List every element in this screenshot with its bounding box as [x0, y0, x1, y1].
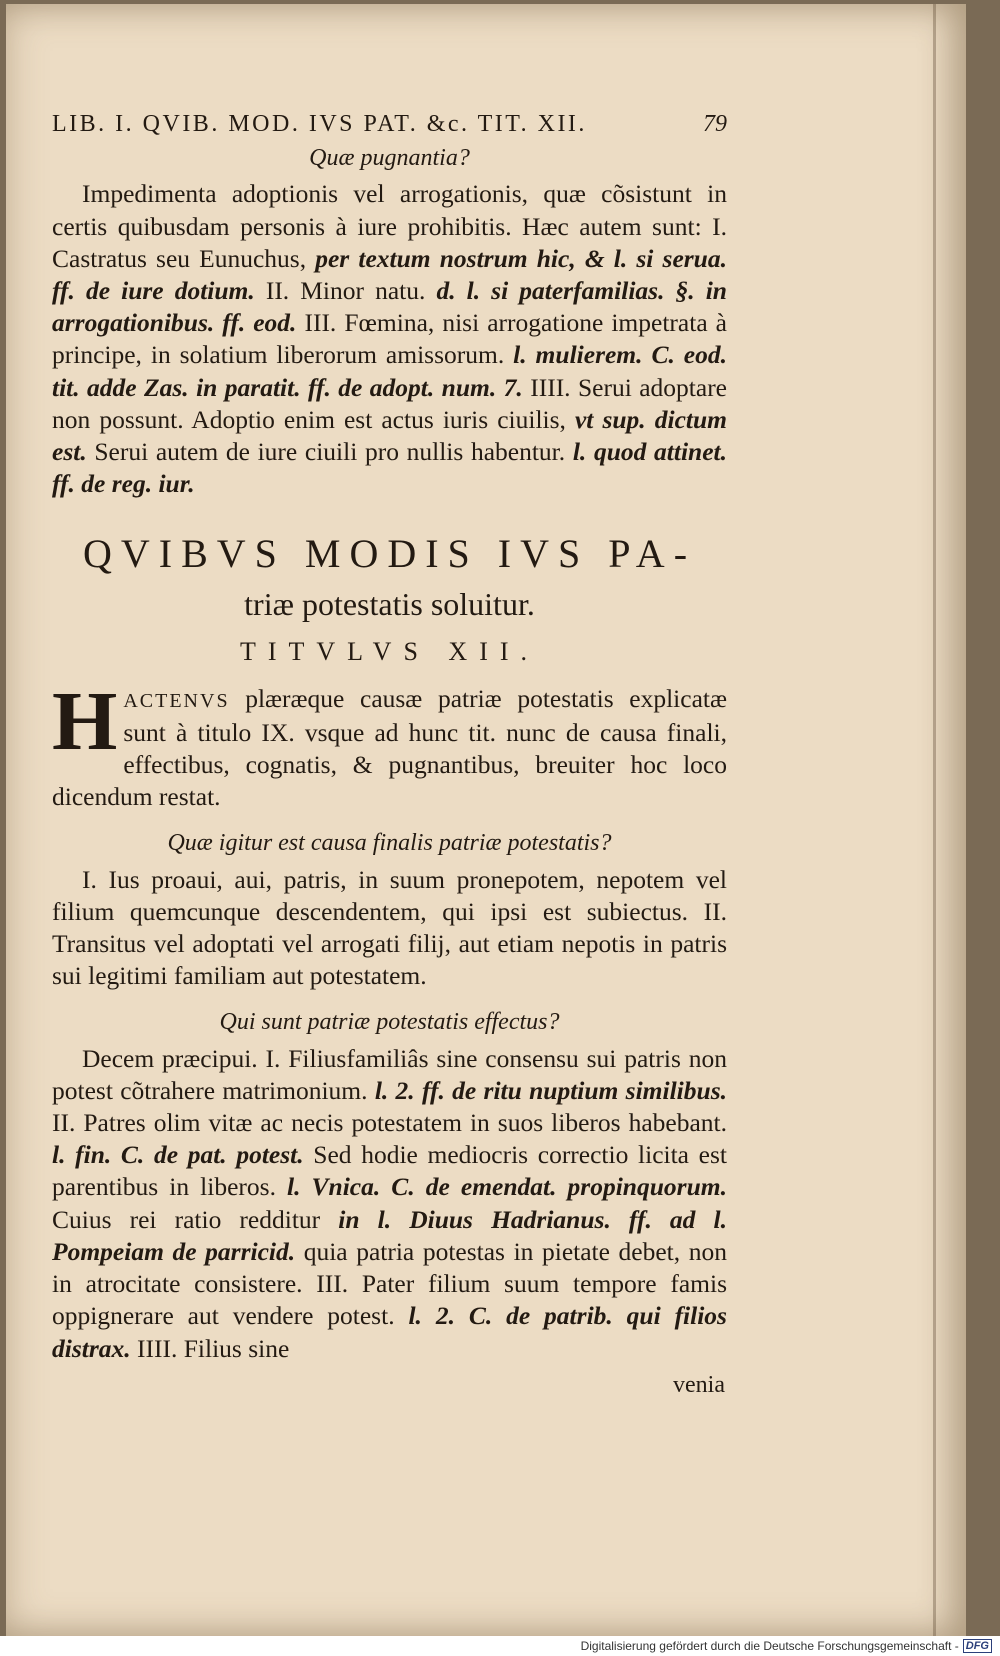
chapter-title-line-2: triæ potestatis soluitur. [244, 586, 535, 623]
citation: l. 2. C. de patrib. qui filios distrax. [52, 1301, 727, 1363]
paragraph-impedimenta [52, 178, 727, 500]
catchword: venia [673, 1371, 725, 1398]
text-run: Impedimenta adoptionis vel arrogationis, quæ cõsistunt in certis quibusdam personis à iure prohibitis. Hæc autem sunt: I. Castratus seu Eunuchus, [52, 179, 727, 273]
credit-text: Digitalisierung gefördert durch die Deutsche Forschungsgemeinschaft - [580, 1639, 959, 1653]
small-caps-word: ACTENVS [123, 689, 230, 712]
citation: l. fin. C. de pat. potest. [52, 1140, 304, 1170]
citation: vt sup. dictum est. [52, 404, 727, 467]
citation: per textum nostrum hic, & l. si serua. ff. de iure dotium. [52, 243, 727, 306]
text-run: II. Patres olim vitæ ac necis potestatem in suos liberos habebant. [52, 1108, 727, 1138]
text-run: Serui autem de iure ciuili pro nullis habentur. [86, 437, 573, 467]
chapter-title-line-1: QVIBVS MODIS IVS PA- [82, 531, 697, 577]
text-run: plæræque causæ patriæ potestatis explicatæ sunt à titulo IX. vsque ad hunc tit. nunc de causa finali, effectibus, cognatis, & pugnantibus, breuiter hoc loco dicendum restat. [52, 683, 727, 812]
citation: d. l. si paterfamilias. §. in arrogationibus. ff. eod. [52, 276, 727, 338]
text-run: Sed hodie mediocris correctio licita est parentibus in liberos. [52, 1140, 727, 1202]
citation: in l. Diuus Hadrianus. ff. ad l. Pompeiam de parricid. [52, 1204, 727, 1266]
folio-number: 79 [703, 111, 727, 137]
page-edge-shadow [933, 4, 936, 1636]
text-block [52, 108, 727, 1401]
running-head-text: LIB. I. QVIB. MOD. IVS PAT. &c. TIT. XII. [52, 111, 587, 137]
paragraph-decem-praecipui [52, 1043, 727, 1365]
text-run: quia patria potestas in pietate debet, non in atrocitate consistere. III. Pater filium suum tempore famis oppignerare aut vendere potest. [52, 1236, 727, 1331]
titulus-heading: TITVLVS XII. [239, 637, 540, 667]
question-heading-1: Quæ pugnantia? [309, 145, 470, 172]
text-run: Cuius rei ratio redditur [52, 1204, 339, 1234]
citation: l. 2. ff. de ritu nuptium similibus. [374, 1075, 727, 1105]
paragraph-hactenus [52, 674, 727, 814]
citation: l. Vnica. C. de emendat. propinquorum. [287, 1172, 727, 1202]
dfg-logo: DFG [963, 1639, 992, 1653]
text-run: IIII. Serui adoptare non possunt. Adoptio enim est actus iuris ciuilis, [52, 372, 728, 434]
question-heading-3: Qui sunt patriæ potestatis effectus? [219, 1009, 560, 1036]
text-run: III. Fœmina, nisi arrogatione impetrata à principe, in solatium liberorum amissorum. [52, 308, 727, 370]
running-head [52, 108, 727, 140]
paragraph-ius-proaui: I. Ius proaui, aui, patris, in suum pronepotem, nepotem vel filium quemcunque descendentem, qui ipsi est subiectus. II. Transitus vel adoptati vel arrogati filij, aut etiam nepotis in patris sui legitimi familiam aut potestatem. [52, 864, 727, 991]
text-run: II. Minor natu. [254, 276, 437, 306]
drop-cap: H [52, 674, 118, 768]
question-heading-2: Quæ igitur est causa finalis patriæ potestatis? [167, 830, 612, 857]
citation: l. mulierem. C. eod. tit. adde Zas. in paratit. ff. de adopt. num. 7. [52, 340, 727, 402]
text-run: Decem præcipui. I. Filiusfamiliâs sine consensu sui patris non potest cõtrahere matrimonium. [52, 1043, 727, 1105]
text-run: IIII. Filius sine [130, 1333, 290, 1363]
digitization-credit-bar [0, 1636, 1000, 1656]
citation: l. quod attinet. ff. de reg. iur. [52, 437, 728, 499]
